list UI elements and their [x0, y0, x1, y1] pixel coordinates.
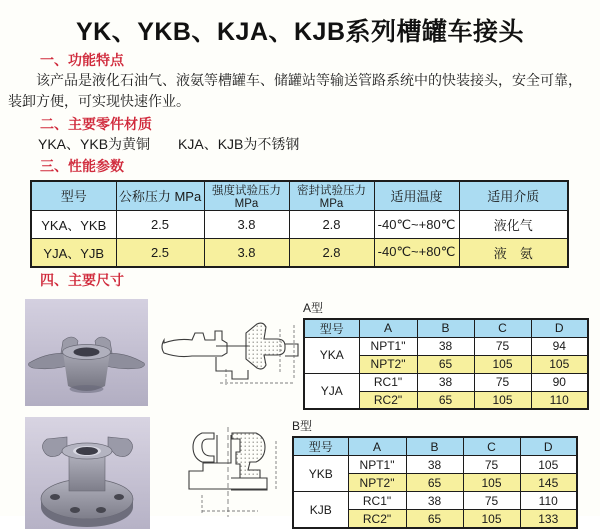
section-heading-performance: 三、性能参数: [40, 158, 124, 175]
col-header-d: D: [531, 319, 588, 338]
cell-c: 105: [463, 510, 520, 528]
cell-c: 75: [474, 373, 531, 391]
dim-table-b-block: [292, 417, 578, 529]
dimension-row-a: [25, 299, 600, 411]
table-row: [293, 492, 577, 510]
section-heading-features: 一、功能特点: [40, 52, 124, 68]
cell-nominal: 2.5: [116, 211, 204, 239]
cell-medium: 液化气: [459, 211, 568, 239]
cell-model: YJA、YJB: [31, 239, 116, 267]
cell-c: 105: [474, 391, 531, 409]
cell-thread: RC2": [348, 510, 406, 528]
cell-thread: RC1": [359, 373, 417, 391]
dimension-row-b: [25, 417, 600, 529]
cell-d: 110: [531, 391, 588, 409]
cell-model: YKA: [304, 337, 359, 373]
cell-b: 65: [417, 355, 474, 373]
cell-d: 105: [531, 355, 588, 373]
cell-strength: 3.8: [204, 211, 289, 239]
cell-seal: 2.8: [289, 211, 374, 239]
col-header-medium: 适用介质: [459, 181, 568, 211]
cell-b: 65: [417, 391, 474, 409]
product-photo-ykb: [25, 417, 150, 529]
cell-d: 145: [520, 474, 577, 492]
product-photo-yka: [25, 299, 148, 406]
cell-b: 65: [406, 474, 463, 492]
dim-table-b-header-row: [293, 437, 577, 456]
cell-b: 38: [406, 492, 463, 510]
dim-table-a-label: A型: [303, 300, 324, 315]
table-row: [304, 337, 588, 355]
cell-temp: -40℃~+80℃: [374, 239, 459, 267]
technical-drawing-a: [160, 313, 303, 391]
cell-b: 38: [417, 373, 474, 391]
cell-c: 105: [474, 355, 531, 373]
cell-nominal: 2.5: [116, 239, 204, 267]
cell-b: 65: [406, 510, 463, 528]
table-row: [31, 211, 568, 239]
dimension-table-a: [303, 318, 589, 411]
col-header-a: A: [359, 319, 417, 338]
cell-c: 75: [463, 492, 520, 510]
table-row: [31, 239, 568, 267]
dim-table-a-header-row: [304, 319, 588, 338]
col-header-model: 型号: [293, 437, 348, 456]
table-row: [304, 373, 588, 391]
col-header-c: C: [463, 437, 520, 456]
cell-model: YKA、YKB: [31, 211, 116, 239]
cell-c: 75: [463, 456, 520, 474]
col-header-b: B: [417, 319, 474, 338]
cell-medium: 液 氨: [459, 239, 568, 267]
col-header-model: 型号: [304, 319, 359, 338]
cell-d: 133: [520, 510, 577, 528]
cell-model: YKB: [293, 456, 348, 492]
cell-thread: RC2": [359, 391, 417, 409]
dimensions-area: [0, 299, 600, 529]
cell-strength: 3.8: [204, 239, 289, 267]
materials-text: YKA、YKB为黄铜 KJA、KJB为不锈钢: [38, 136, 300, 153]
col-header-temperature: 适用温度: [374, 181, 459, 211]
cell-b: 38: [406, 456, 463, 474]
col-header-model: 型号: [31, 181, 116, 211]
cell-seal: 2.8: [289, 239, 374, 267]
dim-table-a-block: [303, 299, 589, 411]
cell-thread: RC1": [348, 492, 406, 510]
performance-table: [30, 180, 569, 268]
section-heading-materials: 二、主要零件材质: [40, 116, 152, 133]
col-header-b: B: [406, 437, 463, 456]
cell-d: 105: [520, 456, 577, 474]
technical-drawing-b: [172, 425, 286, 519]
performance-table-header-row: [31, 181, 568, 211]
section-heading-dimensions: 四、主要尺寸: [40, 271, 124, 288]
cell-model: KJB: [293, 492, 348, 528]
col-header-seal-test: 密封试验压力MPa: [289, 181, 374, 211]
dim-table-b-label: B型: [292, 419, 313, 434]
col-header-c: C: [474, 319, 531, 338]
col-header-nominal-pressure: 公称压力 MPa: [116, 181, 204, 211]
dimension-table-b: [292, 436, 578, 529]
col-header-a: A: [348, 437, 406, 456]
cell-d: 94: [531, 337, 588, 355]
cell-c: 105: [463, 474, 520, 492]
col-header-strength-test: 强度试验压力MPa: [204, 181, 289, 211]
cell-thread: NPT2": [348, 474, 406, 492]
page-title: YK、YKB、KJA、KJB系列槽罐车接头: [75, 18, 525, 46]
cell-b: 38: [417, 337, 474, 355]
cell-thread: NPT1": [348, 456, 406, 474]
features-paragraph: 该产品是液化石油气、液氨等槽罐车、储罐站等输送管路系统中的快装接头，安全可靠，装卸方便，可实现快速作业。: [8, 72, 582, 110]
cell-d: 110: [520, 492, 577, 510]
col-header-d: D: [520, 437, 577, 456]
cell-thread: NPT2": [359, 355, 417, 373]
cell-temp: -40℃~+80℃: [374, 211, 459, 239]
cell-d: 90: [531, 373, 588, 391]
cell-model: YJA: [304, 373, 359, 409]
cell-c: 75: [474, 337, 531, 355]
cell-thread: NPT1": [359, 337, 417, 355]
table-row: [293, 456, 577, 474]
